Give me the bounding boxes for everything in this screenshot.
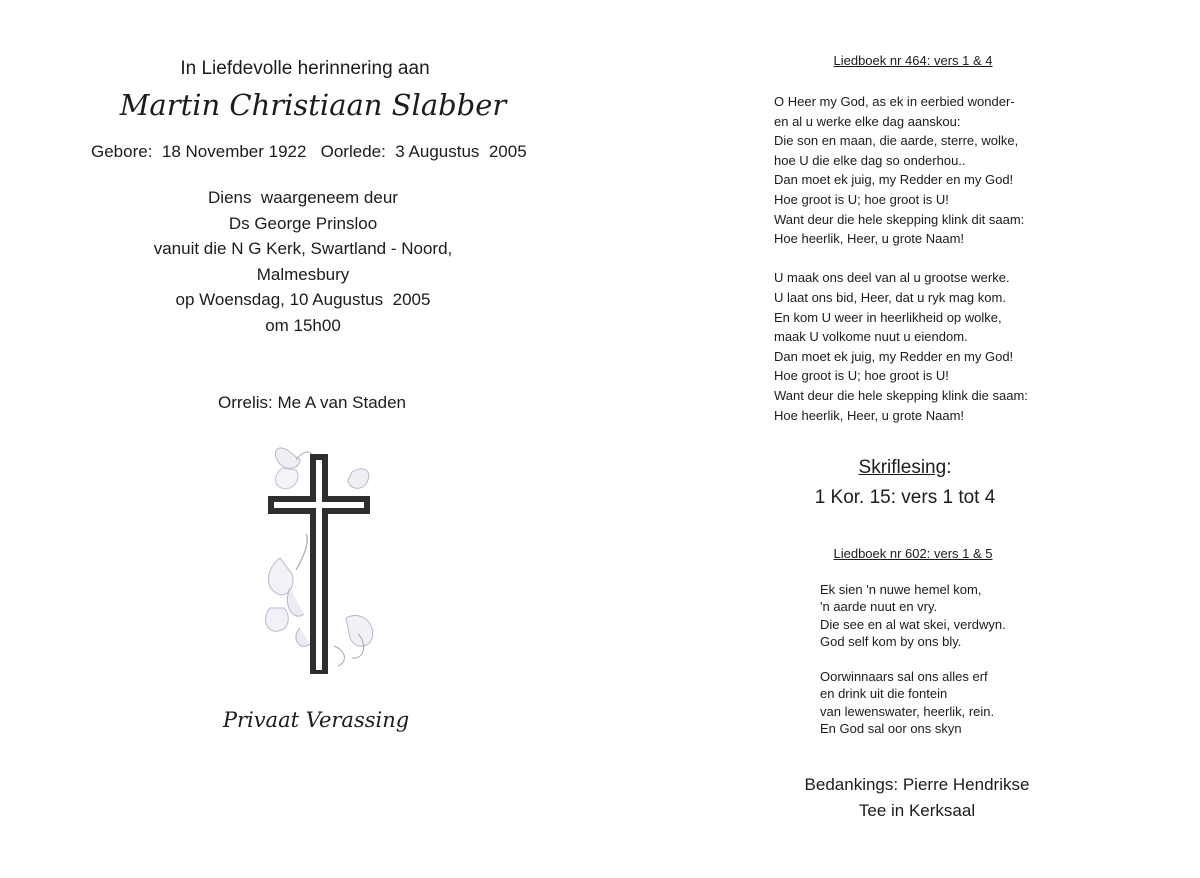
lyric-line: Die son en maan, die aarde, sterre, wolke, [774, 133, 1019, 149]
lyric-line: Hoe groot is U; hoe groot is U! [774, 368, 949, 384]
service-line: Ds George Prinsloo [228, 213, 378, 233]
lyric-line: en drink uit die fontein [820, 686, 948, 702]
lyric-line: Want deur die hele skepping klink die saam: [774, 387, 1028, 403]
lyric-line: En kom U weer in heerlikheid op wolke, [774, 309, 1002, 325]
scripture-reference: 1 Kor. 15: vers 1 tot 4 [814, 487, 996, 508]
lyric-line: O Heer my God, as ek in eerbied wonder- [774, 94, 1015, 109]
scripture-heading [760, 457, 1050, 479]
lyric-line: hoe U die elke dag so onderhou.. [774, 152, 966, 168]
lyric-line: Die see en al wat skei, verdwyn. [820, 616, 1006, 632]
service-details [0, 185, 606, 339]
cross-with-lilies-illustration [260, 438, 385, 678]
lyric-line: U laat ons bid, Heer, dat u ryk mag kom. [774, 289, 1006, 305]
lyric-line: Oorwinnaars sal ons alles erf [820, 669, 988, 685]
lyric-line: U maak ons deel van al u grootse werke. [774, 270, 1010, 286]
lyric-line: Dan moet ek juig, my Redder en my God! [774, 172, 1014, 188]
organist-line: Orrelis: Me A van Staden [217, 393, 407, 412]
hymn1-title: Liedboek nr 464: vers 1 & 4 [833, 53, 993, 68]
lyric-line: Hoe heerlik, Heer, u grote Naam! [774, 231, 965, 247]
intro-text: In Liefdevolle herinnering aan [180, 58, 430, 79]
lyric-line: van lewenswater, heerlik, rein. [820, 703, 995, 719]
service-line: vanuit die N G Kerk, Swartland - Noord, [153, 239, 453, 259]
service-line: Diens waargeneem deur [208, 188, 398, 207]
lyric-line: maak U volkome nuut u eiendom. [774, 329, 968, 345]
dates-line: Gebore: 18 November 1922 Oorlede: 3 Augustus 2005 [91, 142, 527, 161]
lyric-line: en al u werke elke dag aanskou: [774, 113, 961, 129]
lyric-line: Dan moet ek juig, my Redder en my God! [774, 348, 1014, 364]
cremation-note: Privaat Verassing [222, 708, 410, 732]
lyric-line: En God sal oor ons skyn [820, 721, 962, 737]
scripture-heading-text: Skriflesing [858, 457, 947, 478]
service-line: Malmesbury [256, 264, 350, 284]
scripture-heading-colon: : [946, 457, 952, 478]
service-line: op Woensdag, 10 Augustus 2005 [175, 290, 431, 310]
hymn2-title: Liedboek nr 602: vers 1 & 5 [833, 546, 993, 561]
hymn1-lyrics [774, 92, 1028, 425]
service-line: om 15h00 [265, 315, 341, 335]
lyric-line: Want deur die hele skepping klink dit saam: [774, 211, 1025, 227]
lyric-line: Hoe groot is U; hoe groot is U! [774, 191, 949, 207]
thanks-line: Bedankings: Pierre Hendrikse [804, 775, 1030, 794]
tea-line: Tee in Kerksaal [858, 801, 976, 820]
right-page [600, 0, 1200, 878]
lyric-line: God self kom by ons bly. [820, 634, 962, 650]
lyric-line: Ek sien 'n nuwe hemel kom, [820, 582, 982, 597]
deceased-name: Martin Christiaan Slabber [119, 88, 507, 122]
hymn2-lyrics [820, 581, 1006, 738]
lyric-line: 'n aarde nuut en vry. [820, 599, 938, 615]
lyric-line: Hoe heerlik, Heer, u grote Naam! [774, 407, 965, 423]
